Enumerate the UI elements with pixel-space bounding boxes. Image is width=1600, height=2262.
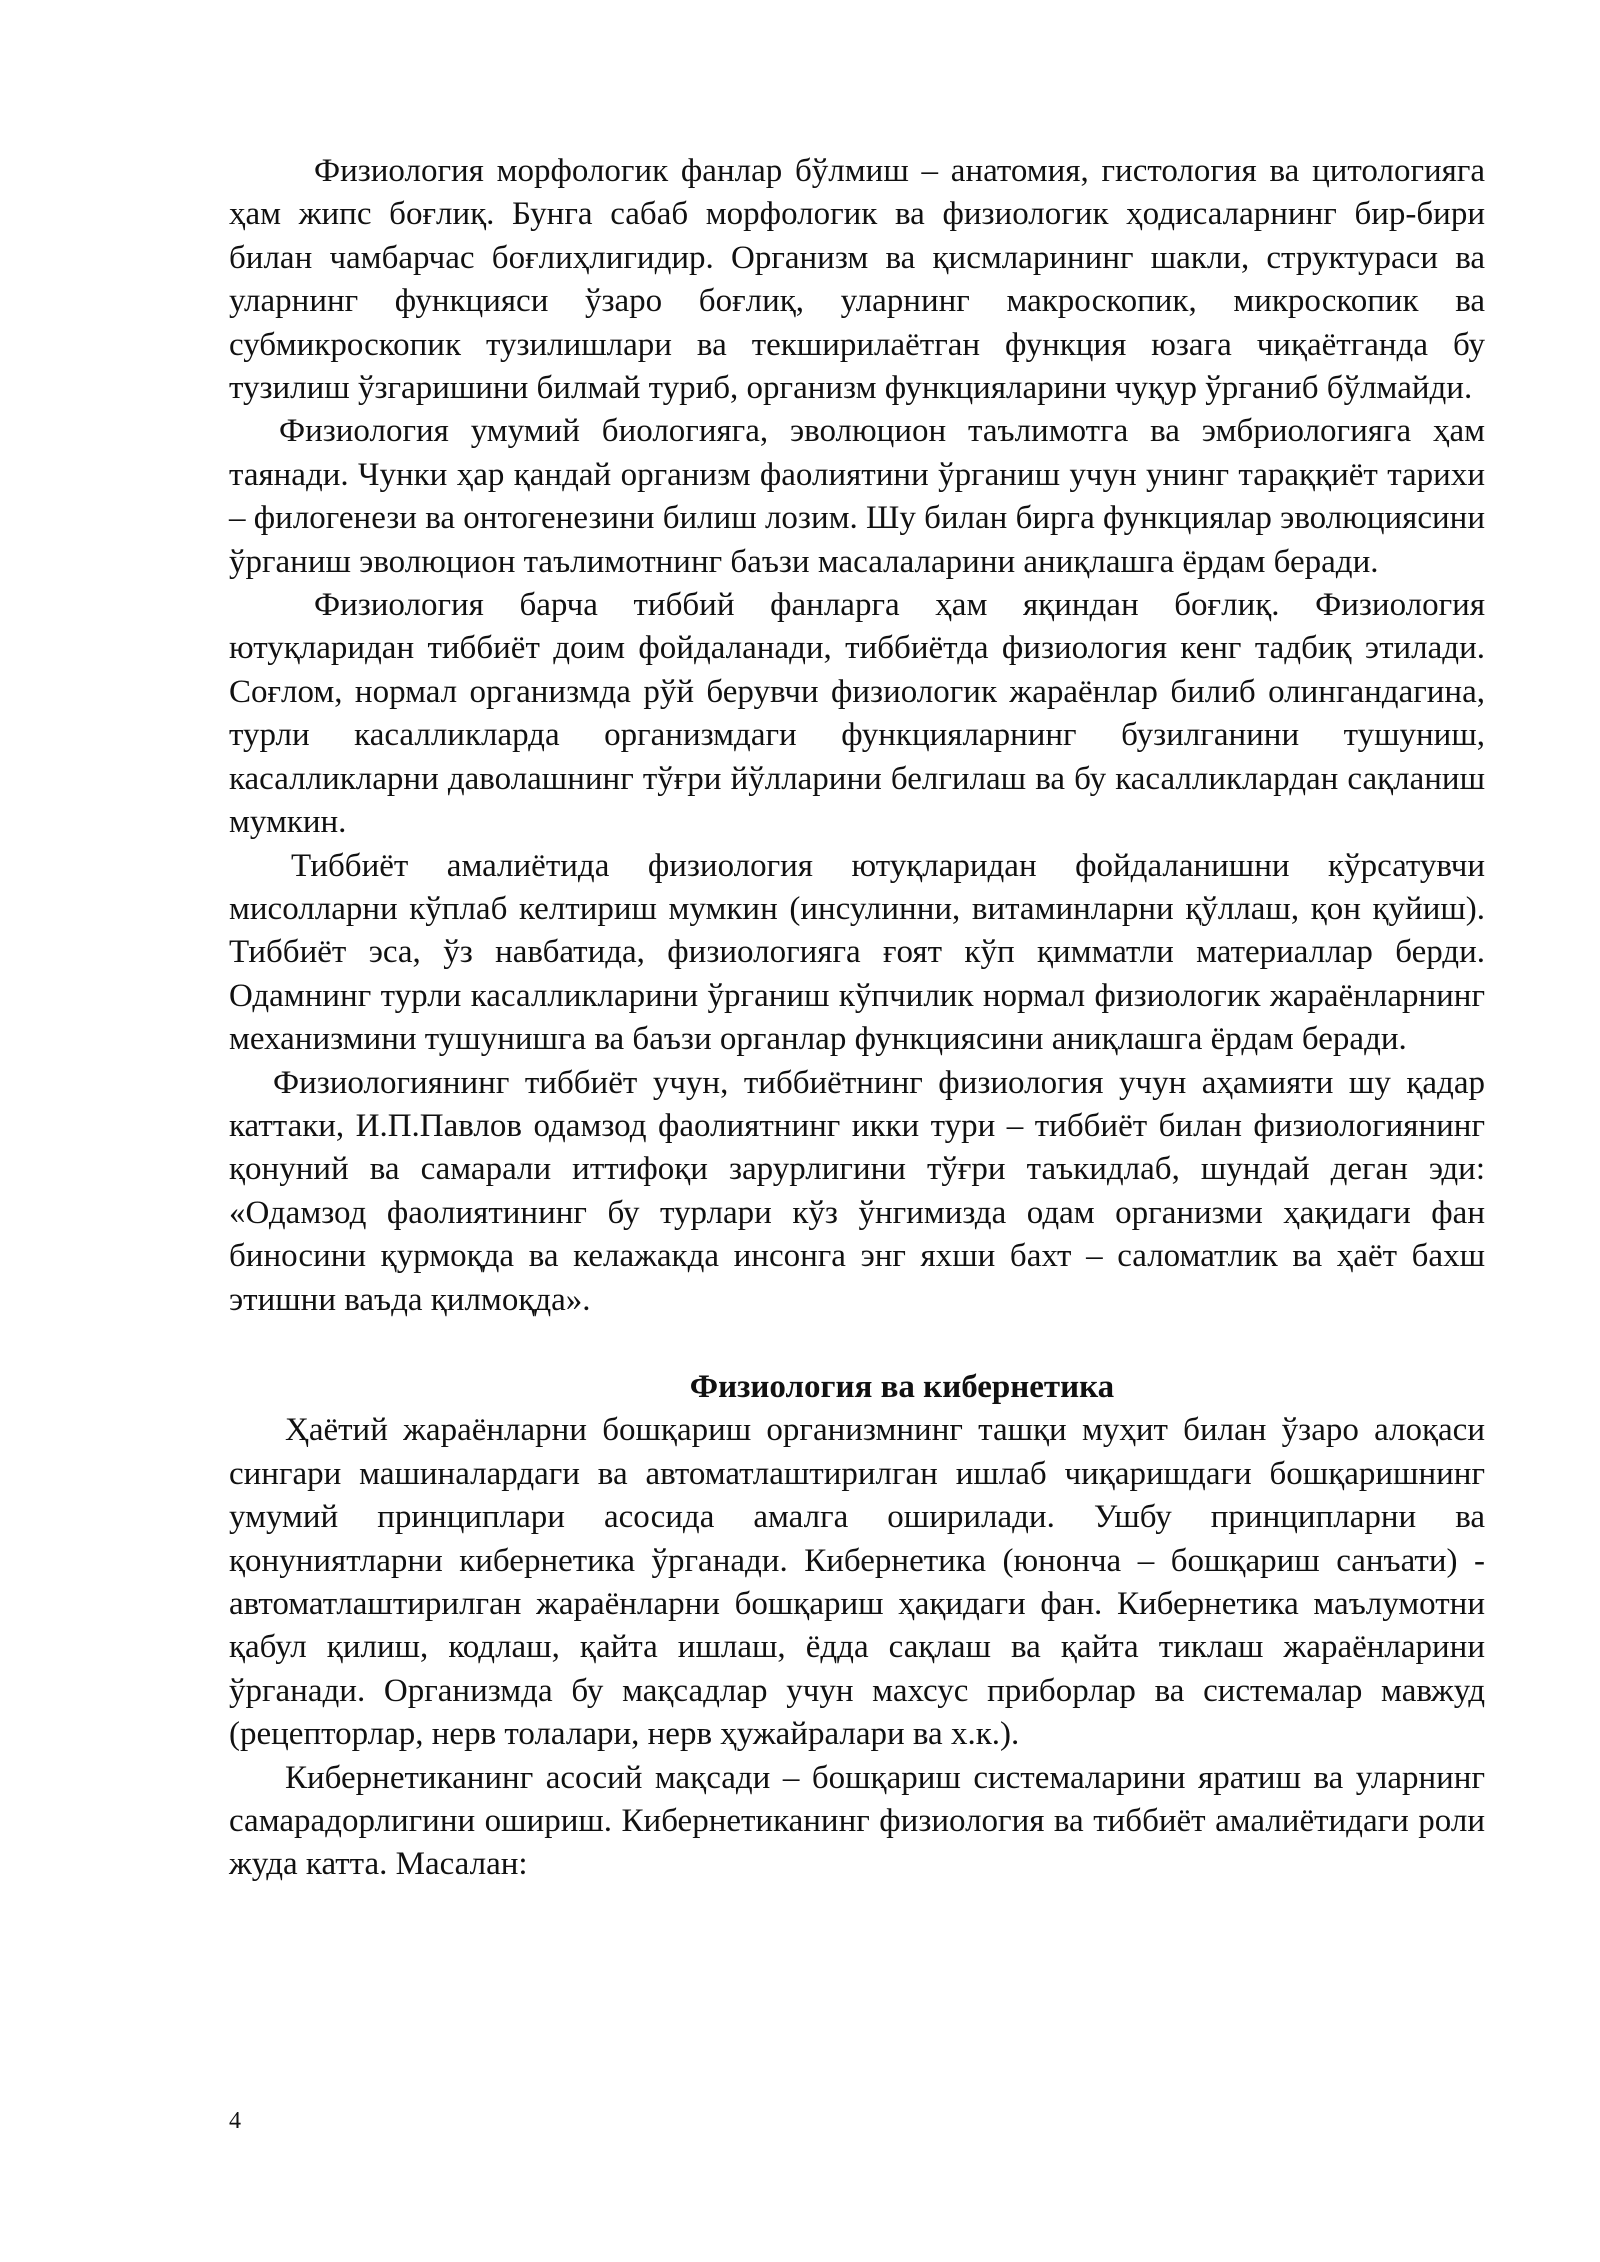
page-number: 4 (229, 2108, 241, 2134)
paragraph-morphology: Физиология морфологик фанлар бўлмиш – анатомия, гистология ва цитологияга ҳам жипс боғлиқ. Бунга сабаб морфологик ва физиологик ҳодисаларнинг бир-бири билан чамбарчас боғлиҳлигидир. Организм ва қисмларининг шакли, структураси ва уларнинг функцияси ўзаро боғлиқ, уларнинг макроскопик, микроскопик ва субмикроскопик тузилишлари ва текширилаётган функция юзага чиқаётганда бу тузилиш ўзгаришини билмай туриб, организм функцияларини чуқур ўрганиб бўлмайди. (229, 153, 1485, 407)
section-heading: Физиология ва кибернетика (689, 1368, 1115, 1405)
paragraph-pavlov-quote: Физиологиянинг тиббиёт учун, тиббиётнинг физиология учун аҳамияти шу қадар каттаки, И.П.Павлов одамзод фаолиятнинг икки тури – тиббиёт билан физиологиянинг қонуний ва самарали иттифоқи зарурлигини тўғри таъкидлаб, шундай деган эди: «Одамзод фаолиятининг бу турлари кўз ўнгимизда одам организми ҳақидаги фан биносини қурмоқда ва келажакда инсонга энг яхши бахт – саломатлик ва ҳаёт бахш этишни ваъда қилмоқда». (229, 1064, 1485, 1318)
paragraph-biology: Физиология умумий биологияга, эволюцион таълимотга ва эмбриологияга ҳам таянади. Чунки ҳар қандай организм фаолиятини ўрганиш учун унинг тараққиёт тарихи – филогенези ва онтогенезини билиш лозим. Шу билан бирга функциялар эволюциясини ўрганиш эволюцион таълимотнинг баъзи масалаларини аниқлашга ёрдам беради. (229, 413, 1485, 580)
paragraph-practice: Тиббиёт амалиётида физиология ютуқларидан фойдаланишни кўрсатувчи мисолларни кўплаб келтириш мумкин (инсулинни, витаминларни қўллаш, қон қуйиш). Тиббиёт эса, ўз навбатида, физиологияга ғоят кўп қимматли материаллар берди. Одамнинг турли касалликларини ўрганиш кўпчилик нормал физиологик жараёнларнинг механизмини тушунишга ва баъзи органлар функциясини аниқлашга ёрдам беради. (229, 847, 1485, 1058)
paragraph-cybernetics-goal: Кибернетиканинг асосий мақсади – бошқариш системаларини яратиш ва уларнинг самарадорлигини ошириш. Кибернетиканинг физиология ва тиббиёт амалиётидаги роли жуда катта. Масалан: (229, 1759, 1485, 1883)
paragraph-medicine: Физиология барча тиббий фанларга ҳам яқиндан боғлиқ. Физиология ютуқларидан тиббиёт доим фойдаланади, тиббиётда физиология кенг тадбиқ этилади. Соғлом, нормал организмда рўй берувчи физиологик жараёнлар билиб олингандагина, турли касалликларда организмдаги функцияларнинг бузилганини тушуниш, касалликларни даволашнинг тўғри йўлларини белгилаш ва бу касалликлардан сақланиш мумкин. (229, 587, 1485, 841)
document-page (229, 150, 1485, 1887)
paragraph-cybernetics-intro: Ҳаётий жараёнларни бошқариш организмнинг ташқи муҳит билан ўзаро алоқаси сингари машиналардаги ва автоматлаштирилган ишлаб чиқаришдаги бошқаришнинг умумий принциплари асосида амалга оширилади. Ушбу принципларни ва қонуниятларни кибернетика ўрганади. Кибернетика (юнонча – бошқариш санъати) - автоматлаштирилган жараёнларни бошқариш ҳақидаги фан. Кибернетика маълумотни қабул қилиш, кодлаш, қайта ишлаш, ёдда сақлаш ва қайта тиклаш жараёнларини ўрганади. Организмда бу мақсадлар учун махсус приборлар ва системалар мавжуд (рецепторлар, нерв толалари, нерв ҳужайралари ва х.к.). (229, 1412, 1485, 1753)
